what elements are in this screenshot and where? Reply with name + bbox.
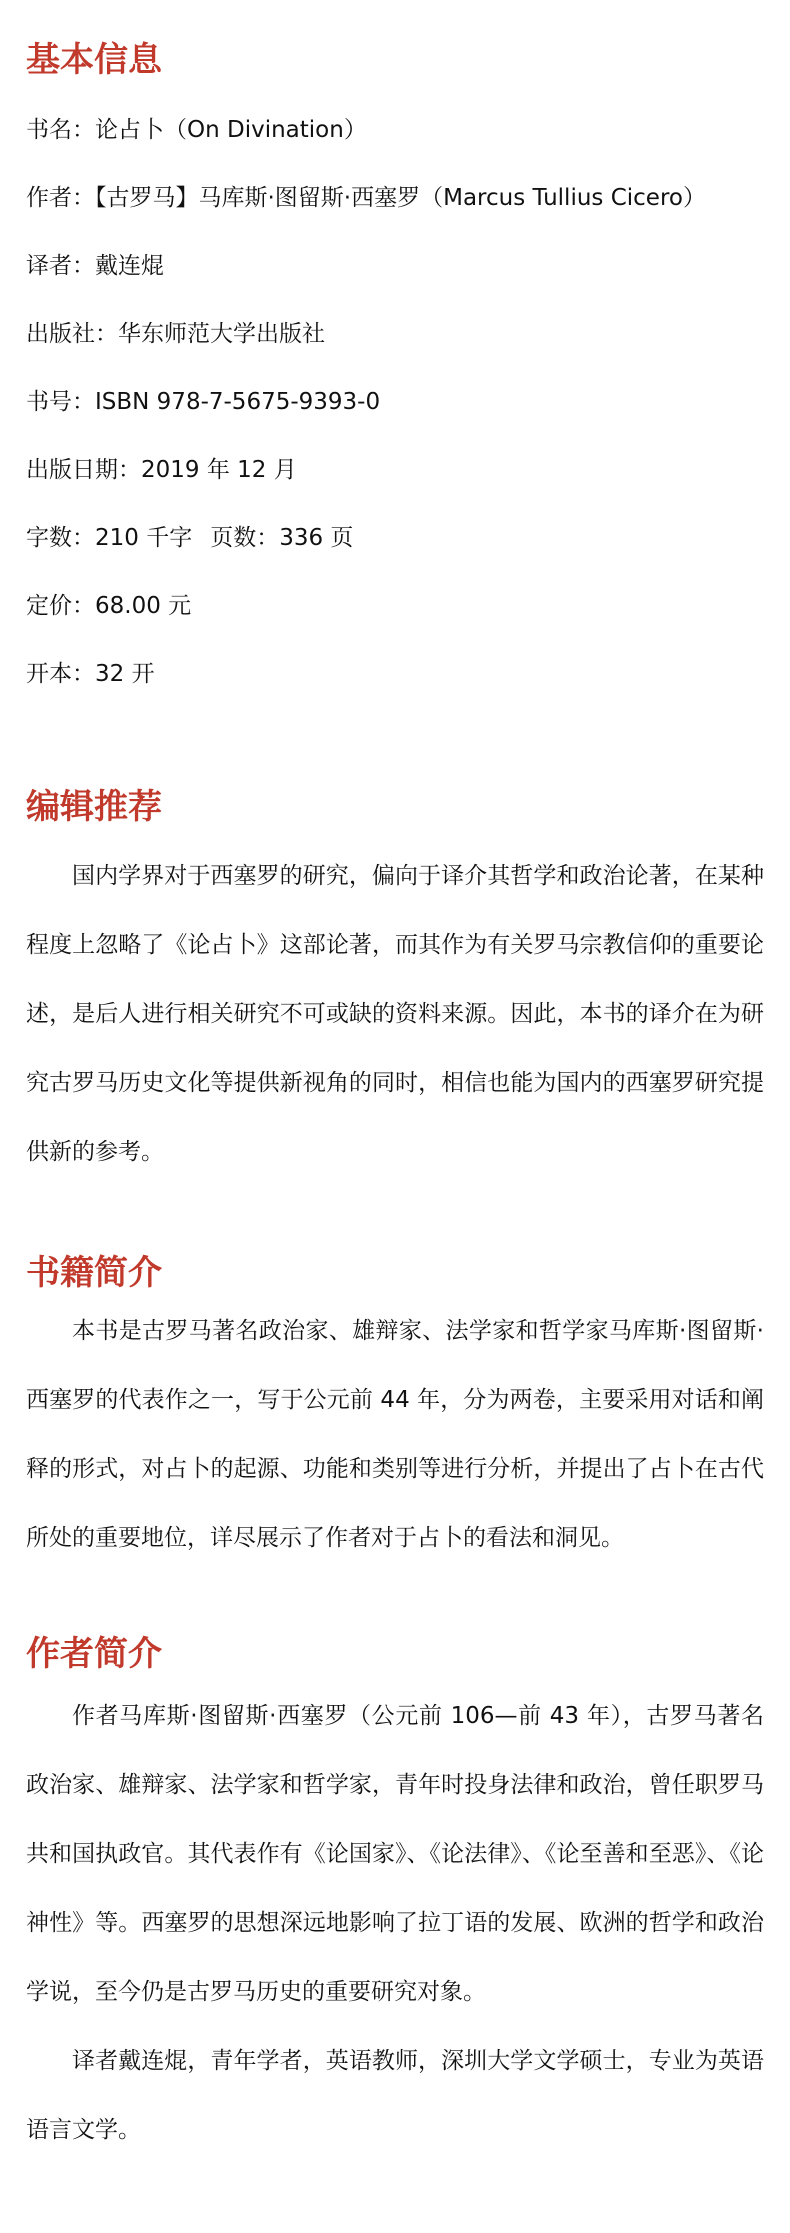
author-intro-heading: 作者简介 — [26, 1634, 162, 1674]
book-counts — [26, 523, 764, 553]
editor-recommendation-heading: 编辑推荐 — [26, 787, 162, 827]
book-price: 定价：68.00 元 — [26, 593, 192, 619]
translator-intro-text: 译者戴连焜，青年学者，英语教师，深圳大学文学硕士，专业为英语语言文学。 — [26, 2048, 764, 2143]
book-title: 书名：论占卜（On Divination） — [26, 117, 367, 143]
book-intro-heading: 书籍简介 — [26, 1253, 162, 1293]
book-page-count: 页数：336 页 — [210, 525, 354, 551]
book-pub-date: 出版日期：2019 年 12 月 — [26, 457, 297, 483]
book-translator: 译者：戴连焜 — [26, 253, 164, 279]
book-intro-text: 本书是古罗马著名政治家、雄辩家、法学家和哲学家马库斯·图留斯·西塞罗的代表作之一，写于公元前 44 年，分为两卷，主要采用对话和阐释的形式，对占卜的起源、功能和类别等进行分析，并提出了占卜在古代所处的重要地位，详尽展示了作者对于占卜的看法和洞见。 — [26, 1318, 764, 1551]
book-author: 作者：【古罗马】马库斯·图留斯·西塞罗（Marcus Tullius Cicero） — [26, 185, 706, 211]
book-isbn: 书号：ISBN 978-7-5675-9393-0 — [26, 389, 381, 415]
basic-info-heading: 基本信息 — [26, 40, 162, 80]
book-publisher: 出版社：华东师范大学出版社 — [26, 321, 325, 347]
book-word-count: 字数：210 千字 — [26, 525, 193, 551]
editor-recommendation-text: 国内学界对于西塞罗的研究，偏向于译介其哲学和政治论著，在某种程度上忽略了《论占卜》这部论著，而其作为有关罗马宗教信仰的重要论述，是后人进行相关研究不可或缺的资料来源。因此，本书的译介在为研究古罗马历史文化等提供新视角的同时，相信也能为国内的西塞罗研究提供新的参考。 — [26, 863, 764, 1165]
book-format: 开本：32 开 — [26, 661, 155, 687]
author-intro-text: 作者马库斯·图留斯·西塞罗（公元前 106—前 43 年），古罗马著名政治家、雄辩家、法学家和哲学家，青年时投身法律和政治，曾任职罗马共和国执政官。其代表作有《论国家》、《论法律》、《论至善和至恶》、《论神性》等。西塞罗的思想深远地影响了拉丁语的发展、欧洲的哲学和政治学说，至今仍是古罗马历史的重要研究对象。 — [26, 1703, 764, 2005]
